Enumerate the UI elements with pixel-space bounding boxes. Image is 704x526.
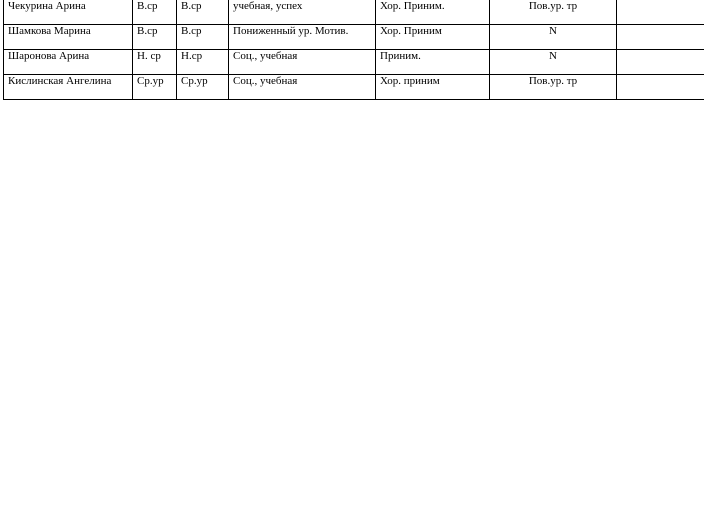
acceptance-cell: Хор. приним — [376, 75, 490, 100]
acceptance-cell: Хор. Приним — [376, 25, 490, 50]
level-cell: В.ср — [133, 25, 177, 50]
acceptance-cell: Приним. — [376, 50, 490, 75]
student-name-cell: Шамкова Марина — [4, 25, 133, 50]
anxiety-cell: Пов.ур. тр — [490, 0, 617, 25]
motivation-cell: учебная, успех — [229, 0, 376, 25]
empty-cell — [617, 75, 704, 100]
level-cell: Ср.ур — [133, 75, 177, 100]
level-cell: Н. ср — [133, 50, 177, 75]
motivation-cell: Соц., учебная — [229, 75, 376, 100]
table-row — [4, 25, 704, 50]
motivation-cell: Соц., учебная — [229, 50, 376, 75]
table-row — [4, 50, 704, 75]
level-cell: Н.ср — [177, 50, 229, 75]
empty-cell — [617, 50, 704, 75]
level-cell: В.ср — [133, 0, 177, 25]
acceptance-cell: Хор. Приним. — [376, 0, 490, 25]
student-assessment-table — [3, 0, 704, 100]
student-name-cell: Кислинская Ангелина — [4, 75, 133, 100]
student-name-cell: Чекурина Арина — [4, 0, 133, 25]
table-row — [4, 75, 704, 100]
anxiety-cell: N — [490, 50, 617, 75]
empty-cell — [617, 0, 704, 25]
empty-cell — [617, 25, 704, 50]
anxiety-cell: Пов.ур. тр — [490, 75, 617, 100]
level-cell: В.ср — [177, 0, 229, 25]
table-row — [4, 0, 704, 25]
student-name-cell: Шаронова Арина — [4, 50, 133, 75]
level-cell: Ср.ур — [177, 75, 229, 100]
level-cell: В.ср — [177, 25, 229, 50]
anxiety-cell: N — [490, 25, 617, 50]
motivation-cell: Пониженный ур. Мотив. — [229, 25, 376, 50]
